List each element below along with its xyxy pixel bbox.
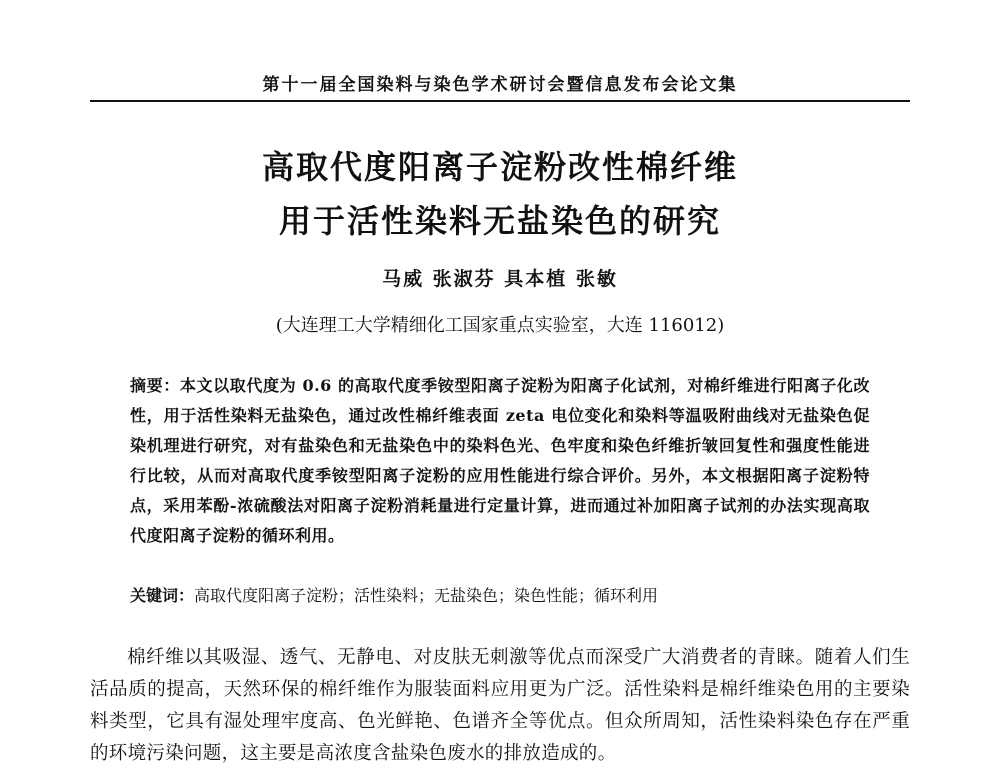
- keywords: [130, 581, 870, 611]
- authors: 马威 张淑芬 具本植 张敏: [382, 268, 618, 290]
- paper-title-line-2: 用于活性染料无盐染色的研究: [278, 202, 721, 240]
- abstract-label: 摘要：: [130, 376, 180, 395]
- keywords-text: 高取代度阳离子淀粉；活性染料；无盐染色；染色性能；循环利用: [194, 586, 659, 605]
- body-paragraph: 棉纤维以其吸湿、透气、无静电、对皮肤无刺激等优点而深受广大消费者的青睐。随着人们生活品质的提高，天然环保的棉纤维作为服装面料应用更为广泛。活性染料是棉纤维染色用的主要染料类型，它具有湿处理牢度高、色光鲜艳、色谱齐全等优点。但众所周知，活性染料染色存在严重的环境污染问题，这主要是高浓度含盐染色废水的排放造成的。: [90, 647, 910, 764]
- affiliation: (大连理工大学精细化工国家重点实验室，大连 116012): [275, 315, 725, 336]
- paper-title-line-1: 高取代度阳离子淀粉改性棉纤维: [261, 148, 738, 186]
- keywords-label: 关键词：: [130, 586, 195, 605]
- abstract-text: 本文以取代度为 0.6 的高取代度季铵型阳离子淀粉为阳离子化试剂，对棉纤维进行阳离子化改性，用于活性染料无盐染色，通过改性棉纤维表面 zeta 电位变化和染料等温吸附曲线对无盐染色促染机理进行研究，对有盐染色和无盐染色中的染料色光、色牢度和染色纤维折皱回复性和强度性能进行比较，从而对高取代度季铵型阳离子淀粉的应用性能进行综合评价。另外，本文根据阳离子淀粉特点，采用苯酚-浓硫酸法对阳离子淀粉消耗量进行定量计算，进而通过补加阳离子试剂的办法实现高取代度阳离子淀粉的循环利用。: [130, 376, 870, 545]
- header-rule: [90, 100, 910, 102]
- running-head: 第十一届全国染料与染色学术研讨会暨信息发布会论文集: [262, 75, 738, 95]
- abstract: [130, 371, 870, 551]
